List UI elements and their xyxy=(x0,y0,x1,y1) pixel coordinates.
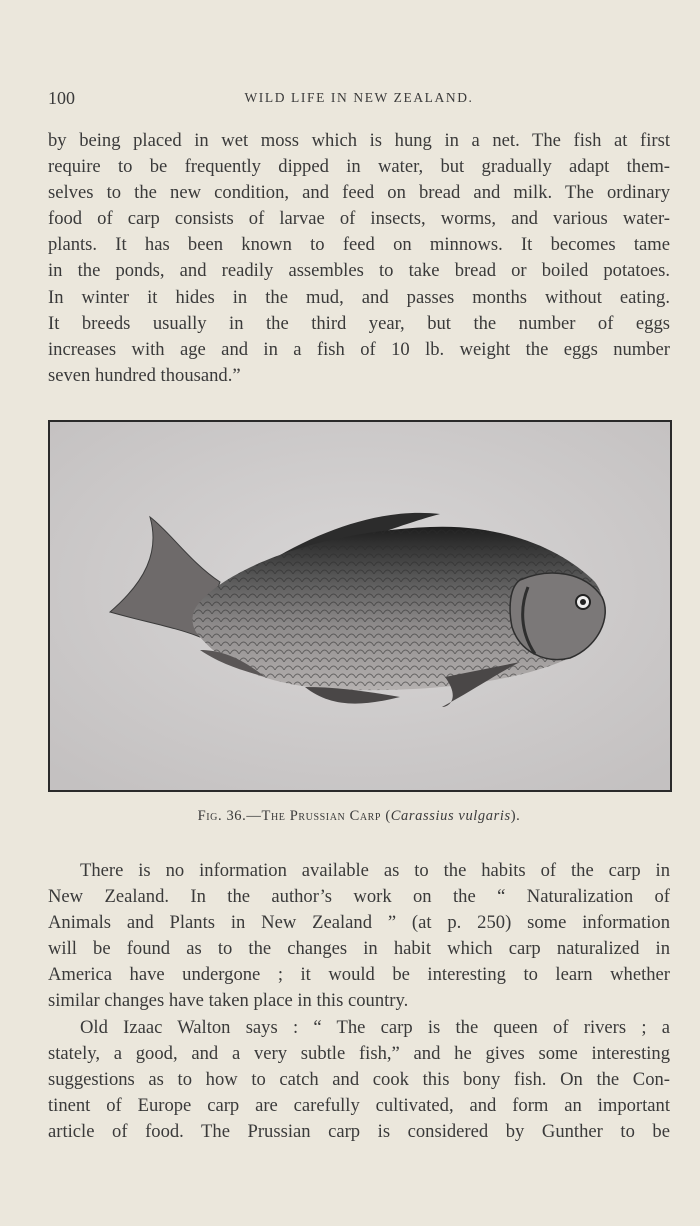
text-line: by being placed in wet moss which is hung in a net. The fish at first xyxy=(48,130,670,151)
text-line: America have undergone ; it would be interesting to learn whether xyxy=(48,964,670,986)
text-line: selves to the new condition, and feed on bread and milk. The ordinary xyxy=(48,182,670,204)
running-title: WILD LIFE IN NEW ZEALAND. xyxy=(244,90,474,105)
paragraph-2 xyxy=(48,858,670,1015)
text-line: require to be frequently dipped in water, but gradually adapt them- xyxy=(48,156,670,178)
text-line: seven hundred thousand.” xyxy=(48,364,241,386)
text-line: New Zealand. In the author’s work on the “ Naturalization of xyxy=(48,886,670,908)
caption-dash: — xyxy=(246,808,262,824)
page-number: 100 xyxy=(48,88,75,108)
caption-label: Fig. 36. xyxy=(197,808,247,824)
caption-open: ( xyxy=(381,808,391,824)
paragraph-3 xyxy=(48,1015,670,1145)
text-line: similar changes have taken place in this country. xyxy=(48,990,409,1012)
caption-species: Carassius vulgaris xyxy=(390,808,511,824)
text-line: tinent of Europe carp are carefully cultivated, and form an important xyxy=(48,1095,670,1117)
text-line: Old Izaac Walton says : “ The carp is the queen of rivers ; a xyxy=(80,1017,670,1038)
carp-drawing xyxy=(50,422,670,790)
text-line: There is no information available as to the habits of the carp in xyxy=(80,860,670,881)
paragraph-1 xyxy=(48,128,670,389)
caption-close: ). xyxy=(510,808,521,824)
text-line: article of food. The Prussian carp is considered by Gunther to be xyxy=(48,1121,670,1143)
text-line: Animals and Plants in New Zealand ” (at p. 250) some information xyxy=(48,912,670,934)
text-line: stately, a good, and a very subtle fish,” and he gives some interesting xyxy=(48,1043,670,1065)
text-line: It breeds usually in the third year, but the number of eggs xyxy=(48,312,670,334)
carp-illustration xyxy=(48,420,672,792)
figure-caption xyxy=(48,808,670,825)
text-line: in the ponds, and readily assembles to take bread or boiled potatoes. xyxy=(48,260,670,282)
caption-title: The Prussian Carp xyxy=(261,808,382,824)
text-line: will be found as to the changes in habit which carp naturalized in xyxy=(48,938,670,960)
text-line: increases with age and in a fish of 10 lb. weight the eggs number xyxy=(48,338,670,360)
text-line: food of carp consists of larvae of insects, worms, and various water- xyxy=(48,208,670,230)
text-line: plants. It has been known to feed on minnows. It becomes tame xyxy=(48,234,670,256)
text-line: In winter it hides in the mud, and passes months without eating. xyxy=(48,286,670,308)
text-line: suggestions as to how to catch and cook this bony fish. On the Con- xyxy=(48,1069,670,1091)
